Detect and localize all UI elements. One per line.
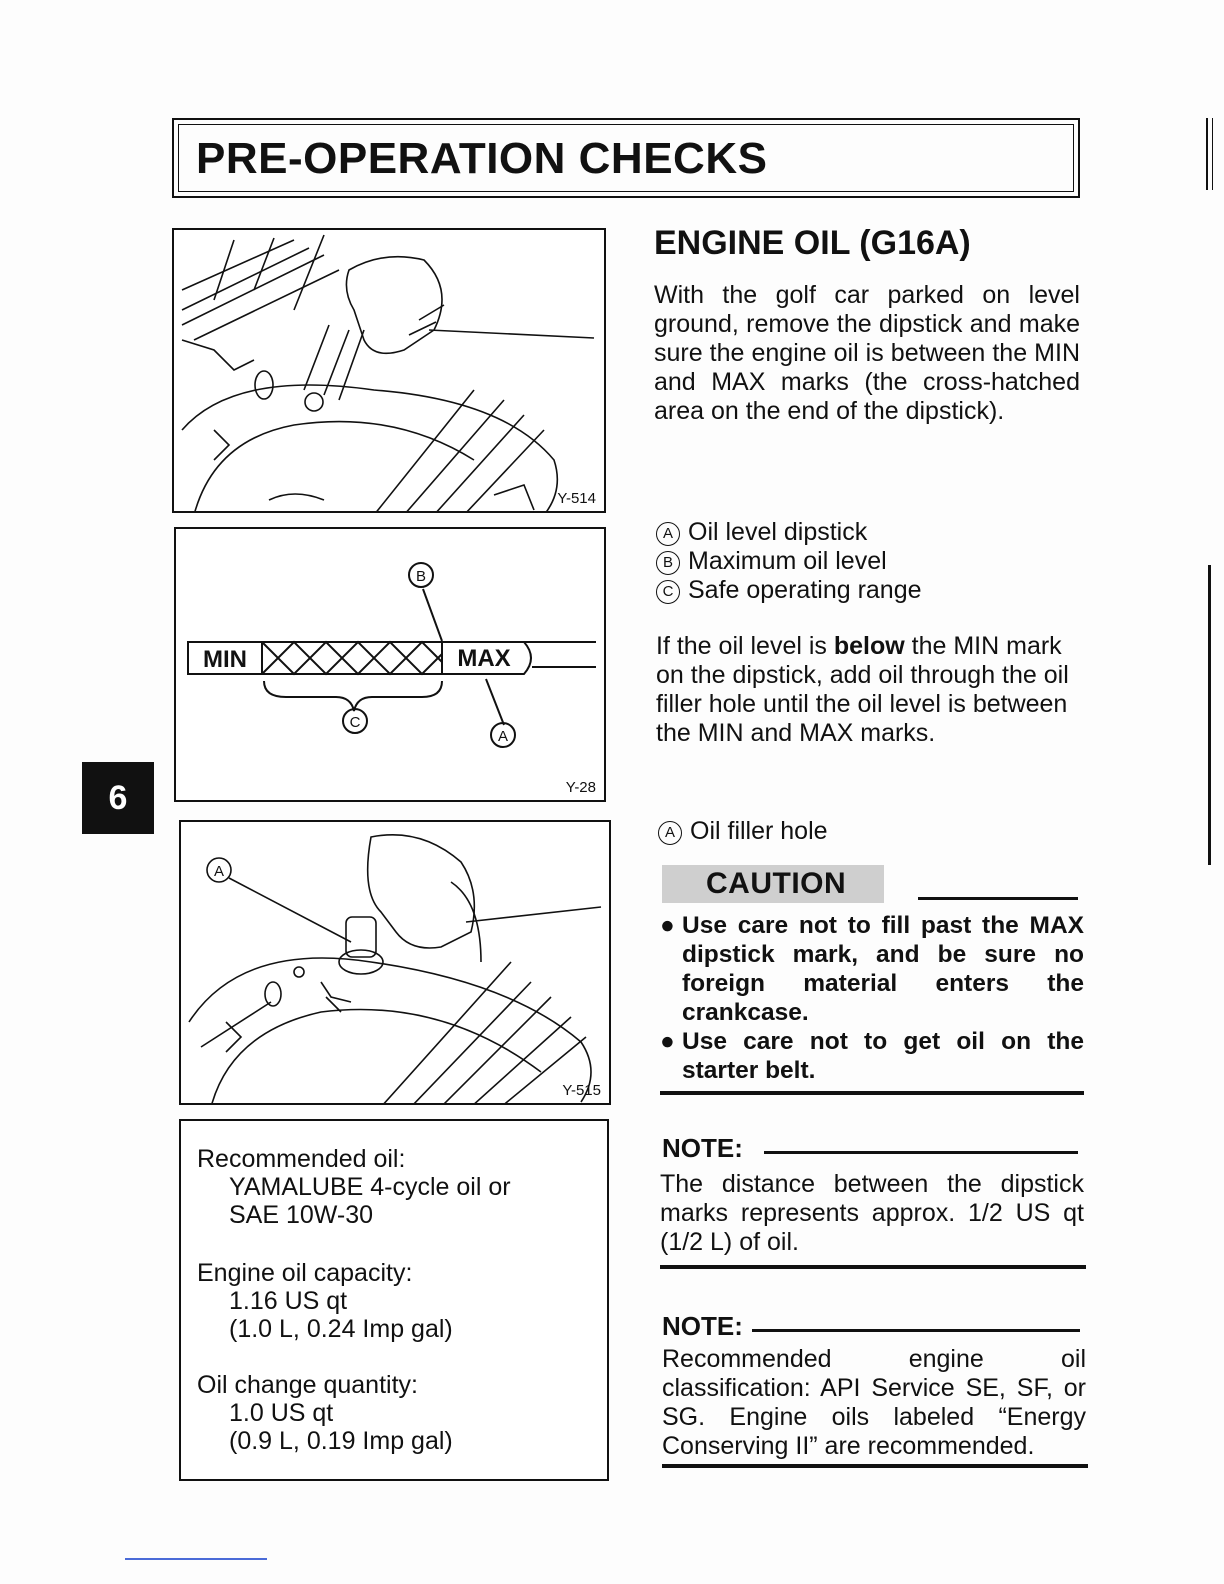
spec-label: Engine oil capacity:	[197, 1259, 413, 1287]
note-end-rule	[660, 1265, 1086, 1269]
caution-item: ● Use care not to get oil on the starter belt.	[660, 1028, 1084, 1084]
callout-circle: C	[656, 580, 680, 604]
caution-heading	[662, 865, 884, 903]
edge-mark	[1206, 118, 1213, 190]
spec-value: 1.0 US qt	[229, 1399, 334, 1427]
figure-oil-filler	[179, 820, 611, 1105]
caution-list	[658, 911, 1084, 1085]
min-label: MIN	[203, 646, 247, 673]
caution-end-rule	[660, 1091, 1084, 1095]
callout-circle: A	[658, 821, 682, 845]
engine-oil-capacity-spec	[197, 1259, 453, 1343]
legend-text: Maximum oil level	[688, 547, 887, 575]
figure-dipstick-removal	[172, 228, 606, 513]
note-label: NOTE:	[662, 1133, 743, 1163]
refill-text: If the oil level is	[656, 632, 834, 660]
refill-text: the MIN mark on the dipstick, add oil through the oil filler hole until the oil level is between the MIN and MAX marks.	[656, 632, 1069, 747]
header-box	[172, 118, 1080, 198]
specs-box	[179, 1119, 609, 1481]
legend-item	[656, 518, 1086, 547]
caution-text: Use care not to get oil on the starter belt.	[682, 1028, 1084, 1084]
callout-a: A	[497, 728, 509, 745]
legend-text: Safe operating range	[688, 576, 922, 604]
max-label: MAX	[457, 645, 511, 672]
dipstick-marks-diagram	[176, 529, 606, 802]
callout-b: B	[415, 568, 427, 585]
note-text: Recommended engine oil classification: API Service SE, SF, or SG. Engine oils labeled “Energy Conserving II” are recommended.	[662, 1345, 1086, 1460]
spec-value: SAE 10W-30	[229, 1201, 374, 1229]
figure-code: Y-514	[557, 490, 596, 507]
callout-a: A	[213, 863, 225, 880]
chapter-tab: 6	[82, 762, 154, 834]
figure-dipstick-marks	[174, 527, 606, 802]
caution-text: Use care not to fill past the MAX dipstick mark, and be sure no foreign material enters the crankcase.	[682, 912, 1084, 1026]
spec-value: (0.9 L, 0.19 Imp gal)	[229, 1427, 453, 1455]
intro-paragraph: With the golf car parked on level ground, remove the dipstick and make sure the engine oil is between the MIN and MAX marks (the cross-hatched area on the end of the dipstick).	[654, 281, 1080, 425]
refill-paragraph	[656, 632, 1084, 748]
edge-mark	[1208, 565, 1211, 865]
bottom-link-line	[125, 1558, 267, 1560]
caution-label: CAUTION	[662, 865, 884, 903]
legend-item	[656, 547, 1086, 576]
recommended-oil-spec	[197, 1145, 511, 1229]
legend-item	[656, 576, 1086, 605]
spec-label: Recommended oil:	[197, 1145, 406, 1173]
legend-list	[656, 518, 1086, 605]
oil-filler-illustration	[181, 822, 611, 1105]
callout-circle: B	[656, 551, 680, 575]
note-rule	[752, 1329, 1080, 1332]
note-label: NOTE:	[662, 1311, 743, 1341]
legend-item-filler	[658, 817, 828, 846]
dipstick-removal-illustration	[174, 230, 606, 513]
note-rule	[764, 1151, 1078, 1154]
caution-item: ● Use care not to fill past the MAX dipstick mark, and be sure no foreign material enters the crankcase.	[660, 912, 1084, 1026]
figure-code: Y-515	[562, 1082, 601, 1099]
spec-label: Oil change quantity:	[197, 1371, 418, 1399]
spec-value: (1.0 L, 0.24 Imp gal)	[229, 1315, 453, 1343]
page-title: PRE-OPERATION CHECKS	[196, 134, 768, 183]
note-text: The distance between the dipstick marks represents approx. 1/2 US qt (1/2 L) of oil.	[660, 1170, 1084, 1256]
figure-code: Y-28	[565, 779, 596, 796]
section-title: ENGINE OIL (G16A)	[654, 224, 971, 262]
refill-emphasis: below	[833, 632, 905, 660]
legend-text: Oil filler hole	[690, 817, 828, 845]
caution-rule	[918, 897, 1078, 900]
legend-text: Oil level dipstick	[688, 518, 868, 546]
spec-value: 1.16 US qt	[229, 1287, 348, 1315]
callout-circle: A	[656, 522, 680, 546]
oil-change-quantity-spec	[197, 1371, 453, 1455]
spec-value: YAMALUBE 4-cycle oil or	[229, 1173, 511, 1201]
note-end-rule	[662, 1464, 1088, 1468]
callout-c: C	[349, 714, 361, 731]
